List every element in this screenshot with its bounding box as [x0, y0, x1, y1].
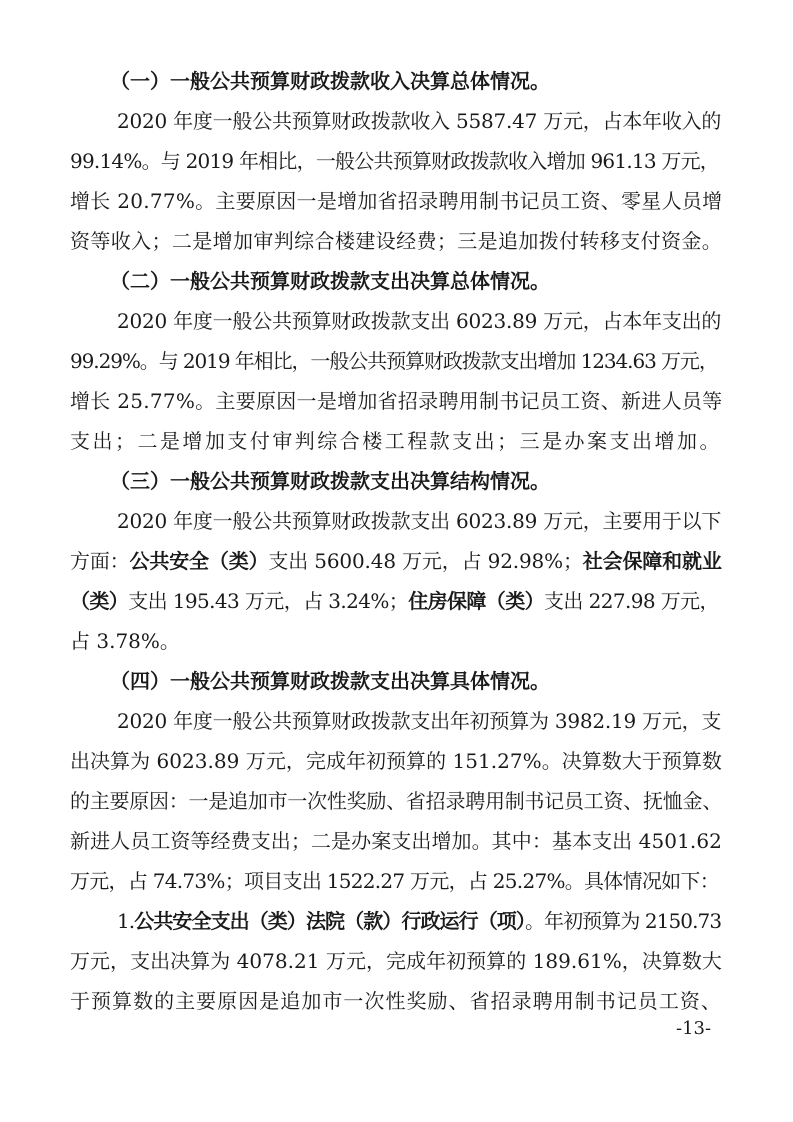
section-heading-3: [0, 461, 793, 501]
line-text: （二）一般公共预算财政拨款支出决算总体情况。: [110, 269, 550, 293]
paragraph-line: [0, 221, 793, 261]
paragraph-line: [0, 101, 793, 141]
line-text: 增长 25.77%。主要原因一是增加省招录聘用制书记员工资、新进人员等: [70, 389, 723, 413]
paragraph-line: [0, 381, 793, 421]
line-text: 2020 年度一般公共预算财政拨款支出 6023.89 万元，主要用于以下: [117, 509, 722, 533]
category-housing: 住房保障（类）: [408, 589, 545, 613]
paragraph-line: [0, 541, 793, 581]
line-text: 2020 年度一般公共预算财政拨款支出年初预算为 3982.19 万元，支: [117, 709, 722, 733]
line-text: （三）一般公共预算财政拨款支出决算结构情况。: [110, 469, 550, 493]
line-text: 的主要原因：一是追加市一次性奖励、省招录聘用制书记员工资、抚恤金、: [70, 789, 723, 813]
paragraph-line: [0, 621, 793, 661]
line-text: 99.14%。与 2019 年相比，一般公共预算财政拨款收入增加 961.13 万元，: [70, 149, 720, 173]
line-segment: 支出 195.43 万元，占 3.24%；: [128, 589, 409, 613]
section-heading-2: [0, 261, 793, 301]
line-text: 2020 年度一般公共预算财政拨款支出 6023.89 万元，占本年支出的: [117, 309, 722, 333]
line-text: 万元，占 74.73%；项目支出 1522.27 万元，占 25.27%。具体情况如下：: [70, 869, 719, 893]
paragraph-line: [0, 141, 793, 181]
paragraph-line: [0, 341, 793, 381]
line-text: 出决算为 6023.89 万元，完成年初预算的 151.27%。决算数大于预算数: [70, 749, 722, 773]
line-text: 资等收入；二是增加审判综合楼建设经费；三是追加拨付转移支付资金。: [70, 229, 723, 253]
page-number: -13-: [676, 1018, 712, 1039]
paragraph-line: [0, 301, 793, 341]
line-text: 支出；二是增加支付审判综合楼工程款支出；三是办案支出增加。: [70, 429, 722, 453]
section-heading-4: [0, 661, 793, 701]
line-segment: 支出 5600.48 万元，占 92.98%；: [268, 549, 583, 573]
paragraph-line: [0, 781, 793, 821]
paragraph-line: [0, 941, 793, 981]
paragraph-line: [0, 981, 793, 1021]
line-segment: 。年初预算为 2150.73: [524, 909, 722, 933]
paragraph-line: [0, 821, 793, 861]
line-text: 新进人员工资等经费支出；二是办案支出增加。其中：基本支出 4501.62: [70, 829, 722, 853]
line-text: 99.29%。与 2019 年相比，一般公共预算财政拨款支出增加 1234.63 万元，: [70, 349, 718, 373]
line-text: 占 3.78%。: [70, 629, 180, 653]
line-text: 万元，支出决算为 4078.21 万元，完成年初预算的 189.61%，决算数大: [70, 949, 722, 973]
item-title: 公共安全支出（类）法院（款）行政运行（项）: [134, 909, 525, 933]
line-text: [117, 901, 721, 941]
line-segment: 方面：: [70, 549, 130, 573]
category-social-security: 社会保障和就业: [582, 549, 722, 573]
line-text: 2020 年度一般公共预算财政拨款收入 5587.47 万元，占本年收入的: [117, 109, 722, 133]
line-segment: 支出 227.98 万元，: [544, 589, 719, 613]
line-text: （四）一般公共预算财政拨款支出决算具体情况。: [110, 669, 550, 693]
line-text: [70, 541, 722, 581]
category-social-security-cont: （类）: [70, 589, 129, 613]
line-text: （一）一般公共预算财政拨款收入决算总体情况。: [110, 69, 550, 93]
item-number: 1.: [117, 909, 135, 933]
line-text: [70, 581, 719, 621]
paragraph-line: [0, 861, 793, 901]
line-text: 增长 20.77%。主要原因一是增加省招录聘用制书记员工资、零星人员增: [70, 189, 723, 213]
paragraph-line: [0, 181, 793, 221]
paragraph-line: [0, 701, 793, 741]
paragraph-line: [0, 581, 793, 621]
category-public-security: 公共安全（类）: [129, 549, 269, 573]
section-heading-1: [0, 61, 793, 101]
paragraph-line: [0, 901, 793, 941]
paragraph-line: [0, 501, 793, 541]
paragraph-line: [0, 421, 793, 461]
line-text: 于预算数的主要原因是追加市一次性奖励、省招录聘用制书记员工资、: [70, 989, 722, 1013]
paragraph-line: [0, 741, 793, 781]
